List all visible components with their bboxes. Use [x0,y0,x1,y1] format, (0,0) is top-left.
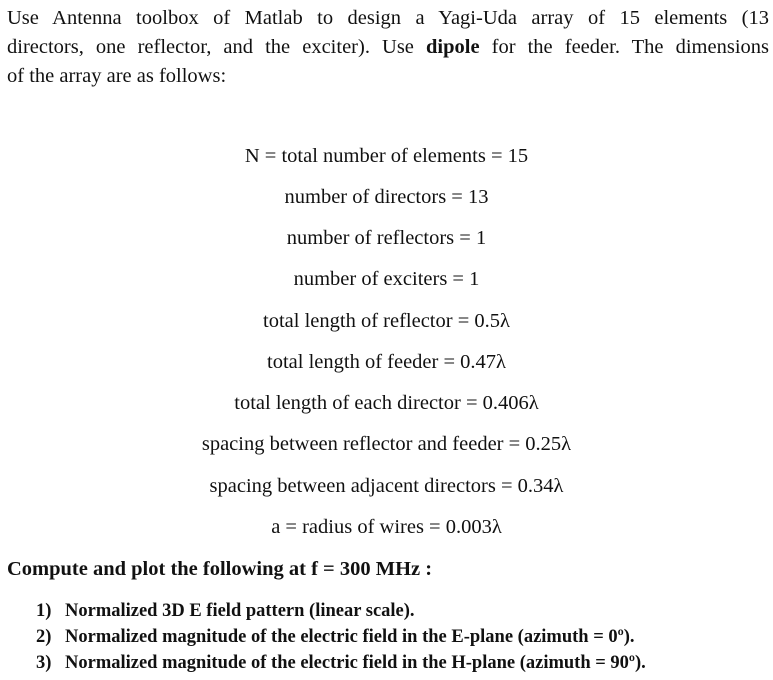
problem-intro [7,4,769,91]
task-text-2: Normalized magnitude of the electric field in the E-plane (azimuth = 0º). [65,627,635,647]
param-wire-radius: a = radius of wires = 0.003λ [271,516,502,538]
task-number-1: 1) [36,601,52,621]
intro-line-2-start: directors, one reflector, and the exciter). Use [7,36,426,58]
param-reflectors: number of reflectors = 1 [286,227,487,249]
param-reflector-feeder-spacing: spacing between reflector and feeder = 0.25λ [201,433,572,455]
compute-heading: Compute and plot the following at f = 300 MHz : [7,558,433,580]
intro-line-3: of the array are as follows: [7,65,227,87]
task-text-3: Normalized magnitude of the electric field in the H-plane (azimuth = 90º). [65,653,646,673]
task-text-1: Normalized 3D E field pattern (linear scale). [65,601,415,621]
intro-line-2-end: for the feeder. The dimensions [479,36,769,58]
param-feeder-length: total length of feeder = 0.47λ [267,351,506,373]
intro-line-2 [7,33,769,62]
param-reflector-length: total length of reflector = 0.5λ [263,310,510,332]
param-director-spacing: spacing between adjacent directors = 0.34λ [209,475,564,497]
task-number-2: 2) [36,627,52,647]
dipole-keyword: dipole [426,36,480,58]
task-item-3 [36,650,646,676]
param-total-elements: N = total number of elements = 15 [244,145,529,167]
param-exciters: number of exciters = 1 [293,268,480,290]
task-item-1 [36,598,646,624]
task-list [36,598,646,676]
task-number-3: 3) [36,653,52,673]
intro-line-1: Use Antenna toolbox of Matlab to design a Yagi-Uda array of 15 elements (13 [7,7,769,29]
param-director-length: total length of each director = 0.406λ [234,392,539,414]
param-directors: number of directors = 13 [284,186,489,208]
task-item-2 [36,624,646,650]
